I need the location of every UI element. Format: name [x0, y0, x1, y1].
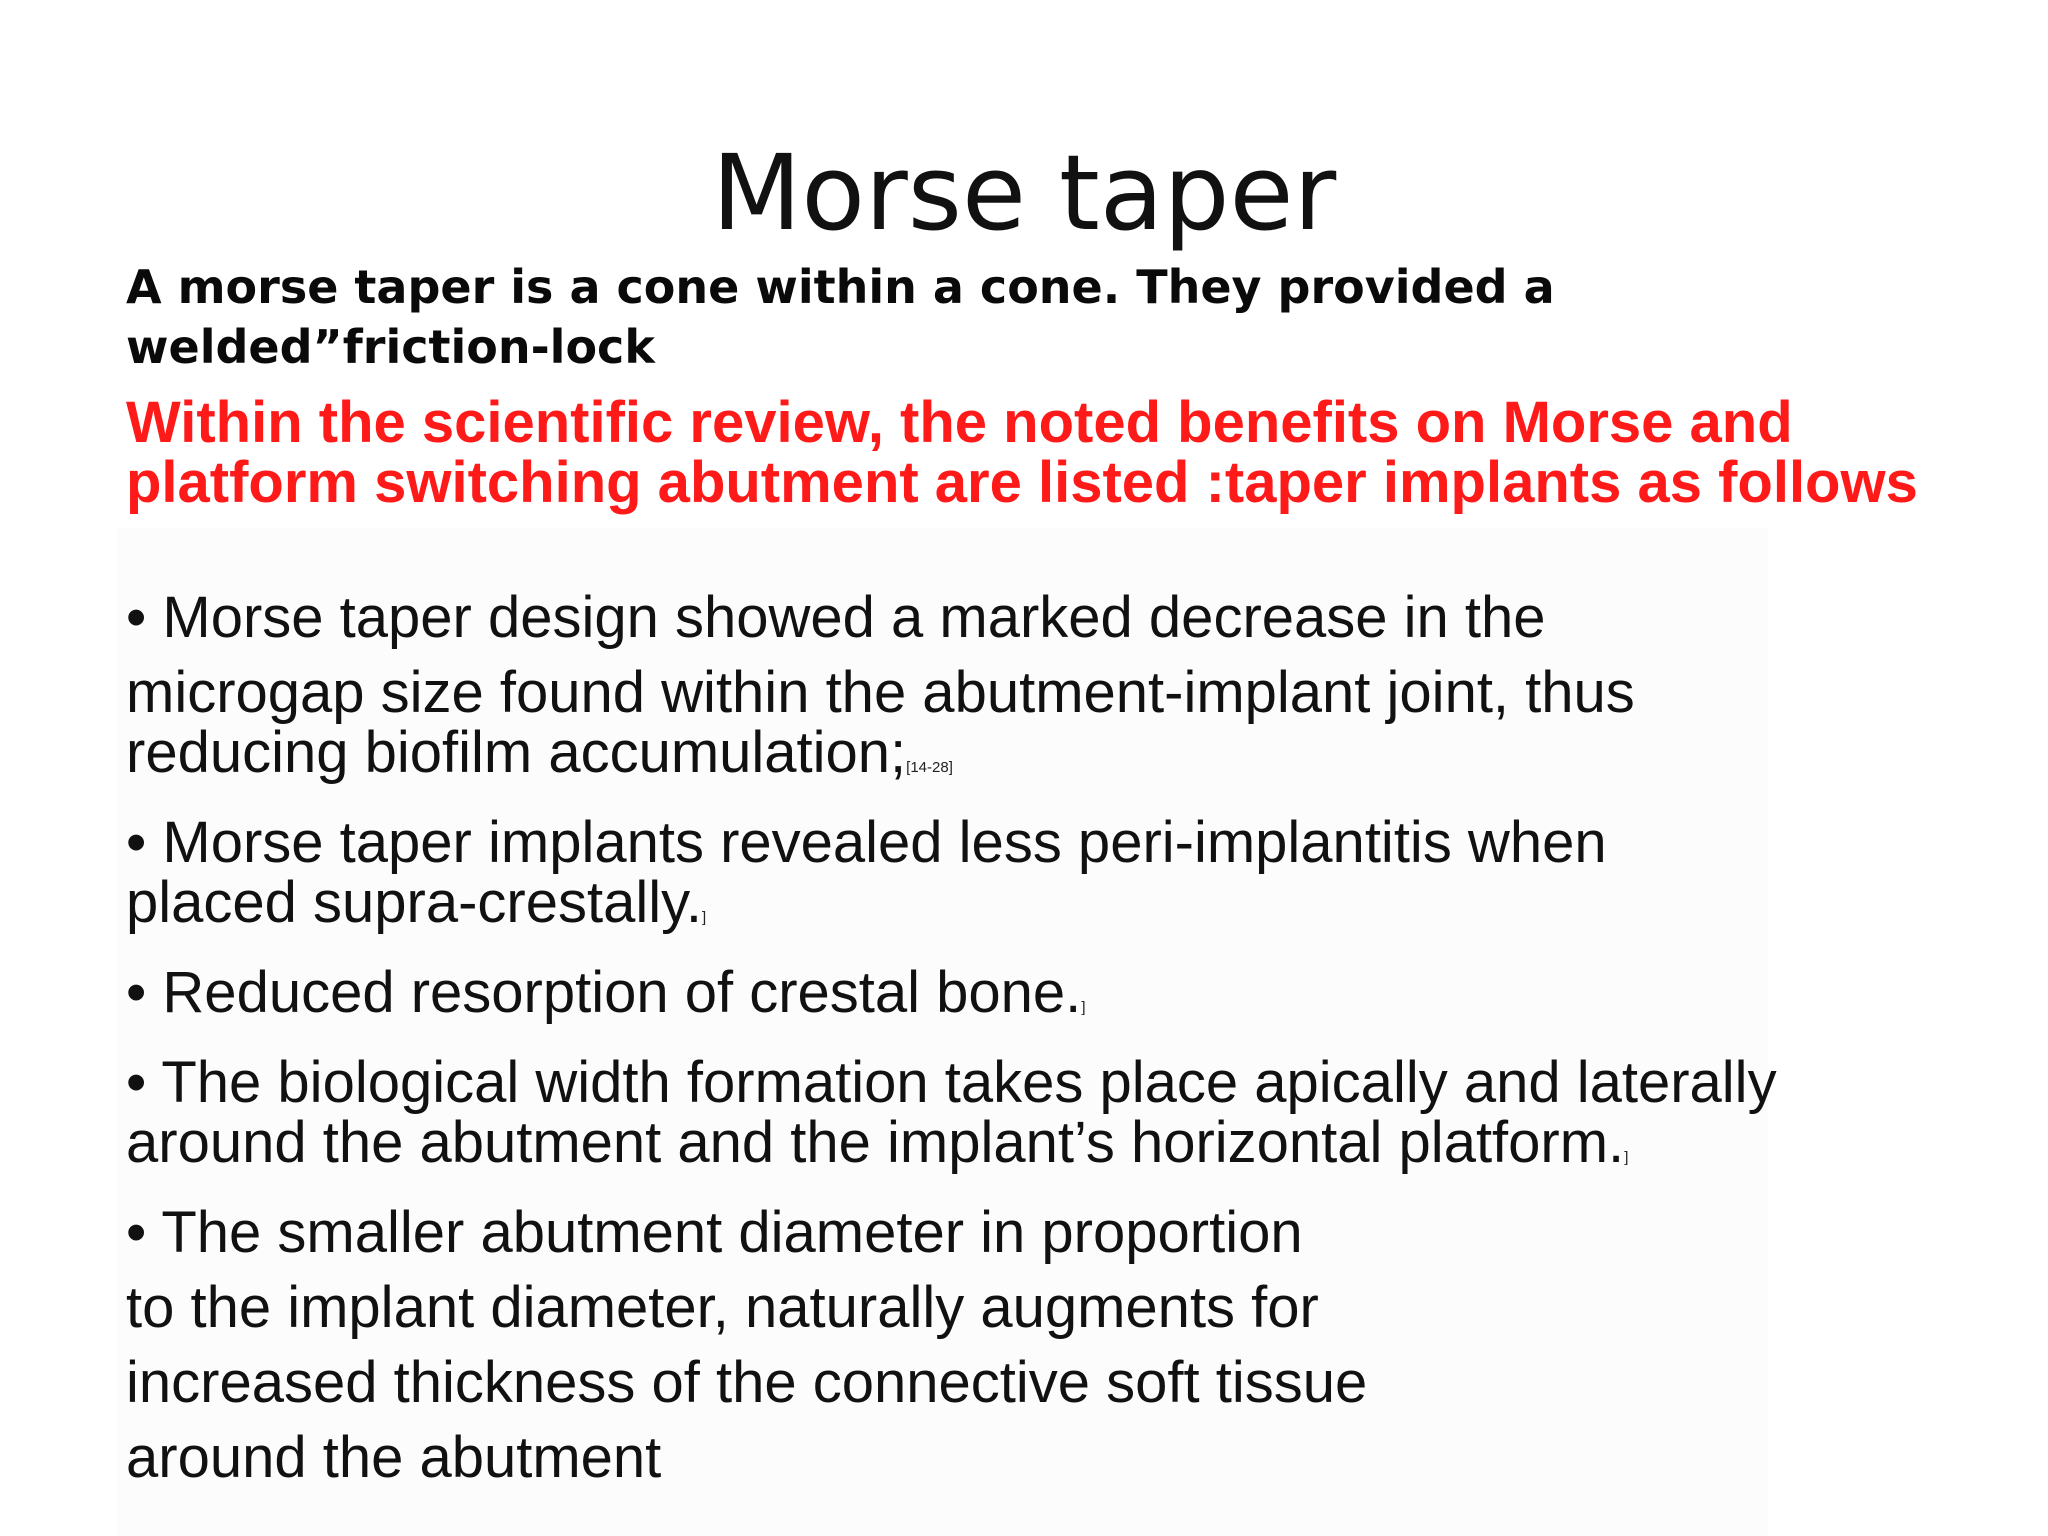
bullet-2-reference: ] — [701, 909, 707, 926]
bullet-4-line-1: • The biological width formation takes place apically and laterally — [126, 1050, 1777, 1115]
bullet-3-line-1-text: • Reduced resorption of crestal bone. — [126, 960, 1082, 1025]
bullet-2-line-2 — [126, 870, 2026, 948]
bullet-5-line-1: • The smaller abutment diameter in proportion — [126, 1200, 1303, 1265]
bullet-4-line-2-text: around the abutment and the implant’s horizontal platform. — [126, 1110, 1625, 1175]
bullet-2-line-2-text: placed supra-crestally. — [126, 870, 702, 935]
bullet-4-reference: ] — [1624, 1149, 1629, 1166]
bullet-list — [126, 585, 2026, 1490]
bullet-5-line-2: to the implant diameter, naturally augments for — [126, 1275, 1319, 1340]
bullet-1-line-3 — [126, 720, 2026, 798]
bullet-5-line-3: increased thickness of the connective soft tissue — [126, 1350, 1368, 1415]
bullet-1-line-1: • Morse taper design showed a marked decrease in the — [126, 585, 1546, 650]
bullet-1-line-3-text: reducing biofilm accumulation; — [126, 720, 907, 785]
bullet-1-line-2: microgap size found within the abutment-implant joint, thus — [126, 660, 1635, 725]
bullet-2-line-1: • Morse taper implants revealed less peri-implantitis when — [126, 810, 1607, 875]
intro-text: A morse taper is a cone within a cone. They provided a welded”friction-lock — [126, 260, 1555, 374]
bullet-1-reference: [14-28] — [906, 759, 953, 776]
bullet-4-line-2 — [126, 1110, 2026, 1188]
bullet-3-line-1 — [126, 960, 2026, 1038]
bullet-5-line-4: around the abutment — [126, 1425, 662, 1490]
highlight-text: Within the scientific review, the noted benefits on Morse and platform switching abutment are listed :taper implants as follows — [126, 390, 1918, 515]
slide-title: Morse taper — [711, 132, 1337, 254]
bullet-3-reference: ] — [1081, 999, 1086, 1016]
